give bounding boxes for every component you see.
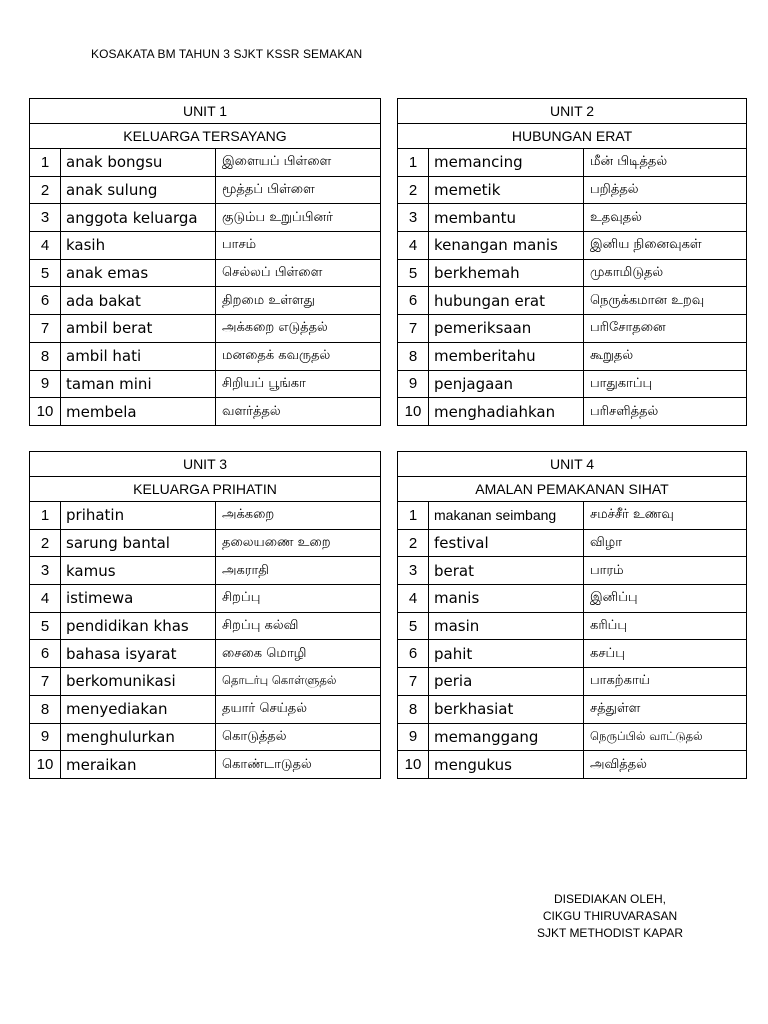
vocab-row bbox=[398, 751, 747, 779]
row-number: 10 bbox=[398, 398, 429, 426]
malay-word: ambil berat bbox=[61, 315, 216, 343]
tamil-word: கொண்டாடுதல் bbox=[216, 751, 381, 779]
row-number: 4 bbox=[30, 585, 61, 613]
tamil-word: மூத்தப் பிள்ளை bbox=[216, 176, 381, 204]
row-number: 6 bbox=[30, 287, 61, 315]
vocab-row bbox=[398, 287, 747, 315]
tamil-word: சிறப்பு bbox=[216, 585, 381, 613]
tamil-word: தலையணை உறை bbox=[216, 529, 381, 557]
document-title: KOSAKATA BM TAHUN 3 SJKT KSSR SEMAKAN bbox=[91, 47, 363, 61]
malay-word: membantu bbox=[429, 204, 584, 232]
tamil-word: அக்கறை bbox=[216, 502, 381, 530]
vocab-row bbox=[30, 398, 381, 426]
tamil-word: கரிப்பு bbox=[584, 612, 747, 640]
tamil-word: அவித்தல் bbox=[584, 751, 747, 779]
tamil-word: திறமை உள்ளது bbox=[216, 287, 381, 315]
malay-word: berkhemah bbox=[429, 259, 584, 287]
vocab-row bbox=[30, 640, 381, 668]
row-number: 2 bbox=[398, 176, 429, 204]
tamil-word: மனதைக் கவருதல் bbox=[216, 342, 381, 370]
tamil-word: தொடர்பு கொள்ளுதல் bbox=[216, 668, 381, 696]
tamil-word: கூறுதல் bbox=[584, 342, 747, 370]
tamil-word: இனிப்பு bbox=[584, 585, 747, 613]
row-number: 4 bbox=[398, 585, 429, 613]
row-number: 4 bbox=[30, 232, 61, 260]
malay-word: meraikan bbox=[61, 751, 216, 779]
vocab-row bbox=[398, 557, 747, 585]
row-number: 9 bbox=[398, 723, 429, 751]
tamil-word: அக்கறை எடுத்தல் bbox=[216, 315, 381, 343]
vocab-row bbox=[30, 529, 381, 557]
tamil-word: பரிசளித்தல் bbox=[584, 398, 747, 426]
vocab-row bbox=[398, 370, 747, 398]
malay-word: mengukus bbox=[429, 751, 584, 779]
malay-word: masin bbox=[429, 612, 584, 640]
malay-word: prihatin bbox=[61, 502, 216, 530]
unit-table bbox=[29, 451, 381, 779]
malay-word: memanggang bbox=[429, 723, 584, 751]
malay-word: sarung bantal bbox=[61, 529, 216, 557]
vocab-row bbox=[30, 149, 381, 177]
vocab-row bbox=[398, 232, 747, 260]
vocab-row bbox=[398, 529, 747, 557]
row-number: 5 bbox=[30, 612, 61, 640]
malay-word: memetik bbox=[429, 176, 584, 204]
row-number: 3 bbox=[30, 557, 61, 585]
row-number: 2 bbox=[30, 529, 61, 557]
row-number: 10 bbox=[398, 751, 429, 779]
malay-word: memancing bbox=[429, 149, 584, 177]
vocab-row bbox=[30, 668, 381, 696]
unit-label: UNIT 3 bbox=[30, 452, 381, 477]
row-number: 6 bbox=[30, 640, 61, 668]
tamil-word: நெருப்பில் வாட்டுதல் bbox=[584, 723, 747, 751]
row-number: 2 bbox=[398, 529, 429, 557]
unit-theme: KELUARGA PRIHATIN bbox=[30, 477, 381, 502]
row-number: 6 bbox=[398, 640, 429, 668]
row-number: 5 bbox=[30, 259, 61, 287]
malay-word: memberitahu bbox=[429, 342, 584, 370]
row-number: 8 bbox=[30, 695, 61, 723]
tamil-word: முகாமிடுதல் bbox=[584, 259, 747, 287]
tamil-word: செல்லப் பிள்ளை bbox=[216, 259, 381, 287]
tamil-word: இளையப் பிள்ளை bbox=[216, 149, 381, 177]
vocab-row bbox=[398, 149, 747, 177]
tamil-word: பாரம் bbox=[584, 557, 747, 585]
row-number: 9 bbox=[30, 370, 61, 398]
tamil-word: உதவுதல் bbox=[584, 204, 747, 232]
vocab-row bbox=[398, 695, 747, 723]
tamil-word: சைகை மொழி bbox=[216, 640, 381, 668]
malay-word: berkomunikasi bbox=[61, 668, 216, 696]
vocab-row bbox=[398, 612, 747, 640]
tamil-word: பரிசோதனை bbox=[584, 315, 747, 343]
tamil-word: பாசம் bbox=[216, 232, 381, 260]
tamil-word: கசப்பு bbox=[584, 640, 747, 668]
unit-label: UNIT 4 bbox=[398, 452, 747, 477]
row-number: 7 bbox=[30, 668, 61, 696]
malay-word: penjagaan bbox=[429, 370, 584, 398]
vocab-row bbox=[30, 315, 381, 343]
vocab-row bbox=[30, 232, 381, 260]
malay-word: menghulurkan bbox=[61, 723, 216, 751]
vocab-row bbox=[30, 176, 381, 204]
vocab-row bbox=[30, 557, 381, 585]
row-number: 10 bbox=[30, 398, 61, 426]
teacher-name: CIKGU THIRUVARASAN bbox=[542, 909, 678, 923]
row-number: 6 bbox=[398, 287, 429, 315]
vocab-row bbox=[398, 342, 747, 370]
row-number: 9 bbox=[30, 723, 61, 751]
row-number: 2 bbox=[30, 176, 61, 204]
vocab-row bbox=[398, 723, 747, 751]
school-name: SJKT METHODIST KAPAR bbox=[536, 926, 684, 940]
malay-word: makanan seimbang bbox=[429, 502, 584, 530]
vocab-row bbox=[30, 370, 381, 398]
malay-word: berkhasiat bbox=[429, 695, 584, 723]
malay-word: anak emas bbox=[61, 259, 216, 287]
malay-word: anak bongsu bbox=[61, 149, 216, 177]
row-number: 8 bbox=[398, 695, 429, 723]
malay-word: festival bbox=[429, 529, 584, 557]
tamil-word: பாகற்காய் bbox=[584, 668, 747, 696]
malay-word: taman mini bbox=[61, 370, 216, 398]
tamil-word: குடும்ப உறுப்பினர் bbox=[216, 204, 381, 232]
vocab-row bbox=[398, 315, 747, 343]
malay-word: anggota keluarga bbox=[61, 204, 216, 232]
row-number: 7 bbox=[398, 668, 429, 696]
vocab-row bbox=[398, 204, 747, 232]
malay-word: peria bbox=[429, 668, 584, 696]
prepared-by-label: DISEDIAKAN OLEH, bbox=[553, 892, 667, 906]
row-number: 7 bbox=[398, 315, 429, 343]
vocab-row bbox=[30, 342, 381, 370]
row-number: 1 bbox=[30, 502, 61, 530]
vocab-row bbox=[30, 287, 381, 315]
row-number: 8 bbox=[30, 342, 61, 370]
malay-word: kasih bbox=[61, 232, 216, 260]
malay-word: manis bbox=[429, 585, 584, 613]
vocab-row bbox=[398, 259, 747, 287]
tamil-word: நெருக்கமான உறவு bbox=[584, 287, 747, 315]
row-number: 5 bbox=[398, 612, 429, 640]
malay-word: ada bakat bbox=[61, 287, 216, 315]
row-number: 3 bbox=[398, 557, 429, 585]
vocab-row bbox=[30, 259, 381, 287]
tamil-word: வளர்த்தல் bbox=[216, 398, 381, 426]
tamil-word: சிறியப் பூங்கா bbox=[216, 370, 381, 398]
unit-theme: AMALAN PEMAKANAN SIHAT bbox=[398, 477, 747, 502]
vocab-row bbox=[30, 204, 381, 232]
row-number: 3 bbox=[398, 204, 429, 232]
malay-word: pemeriksaan bbox=[429, 315, 584, 343]
vocab-row bbox=[30, 751, 381, 779]
unit-label: UNIT 1 bbox=[30, 99, 381, 124]
unit-table bbox=[29, 98, 381, 426]
tamil-word: மீன் பிடித்தல் bbox=[584, 149, 747, 177]
vocab-row bbox=[398, 585, 747, 613]
malay-word: bahasa isyarat bbox=[61, 640, 216, 668]
malay-word: menghadiahkan bbox=[429, 398, 584, 426]
tamil-word: சமச்சீர் உணவு bbox=[584, 502, 747, 530]
vocab-row bbox=[398, 176, 747, 204]
tamil-word: தயார் செய்தல் bbox=[216, 695, 381, 723]
malay-word: pahit bbox=[429, 640, 584, 668]
row-number: 7 bbox=[30, 315, 61, 343]
malay-word: berat bbox=[429, 557, 584, 585]
vocab-row bbox=[30, 585, 381, 613]
malay-word: kamus bbox=[61, 557, 216, 585]
row-number: 9 bbox=[398, 370, 429, 398]
tamil-word: சிறப்பு கல்வி bbox=[216, 612, 381, 640]
tamil-word: இனிய நினைவுகள் bbox=[584, 232, 747, 260]
prepared-by-block bbox=[500, 891, 720, 942]
row-number: 1 bbox=[398, 149, 429, 177]
tamil-word: விழா bbox=[584, 529, 747, 557]
row-number: 1 bbox=[398, 502, 429, 530]
vocab-row bbox=[398, 398, 747, 426]
tamil-word: அகராதி bbox=[216, 557, 381, 585]
row-number: 4 bbox=[398, 232, 429, 260]
vocab-row bbox=[30, 695, 381, 723]
vocab-row bbox=[30, 723, 381, 751]
tamil-word: பறித்தல் bbox=[584, 176, 747, 204]
malay-word: anak sulung bbox=[61, 176, 216, 204]
vocab-row bbox=[398, 640, 747, 668]
unit-label: UNIT 2 bbox=[398, 99, 747, 124]
unit-table bbox=[397, 451, 747, 779]
tamil-word: கொடுத்தல் bbox=[216, 723, 381, 751]
vocab-row bbox=[398, 668, 747, 696]
malay-word: menyediakan bbox=[61, 695, 216, 723]
malay-word: membela bbox=[61, 398, 216, 426]
malay-word: hubungan erat bbox=[429, 287, 584, 315]
tamil-word: பாதுகாப்பு bbox=[584, 370, 747, 398]
vocab-row bbox=[398, 502, 747, 530]
unit-theme: KELUARGA TERSAYANG bbox=[30, 124, 381, 149]
row-number: 1 bbox=[30, 149, 61, 177]
vocab-row bbox=[30, 502, 381, 530]
row-number: 3 bbox=[30, 204, 61, 232]
malay-word: istimewa bbox=[61, 585, 216, 613]
row-number: 8 bbox=[398, 342, 429, 370]
unit-theme: HUBUNGAN ERAT bbox=[398, 124, 747, 149]
row-number: 5 bbox=[398, 259, 429, 287]
unit-table bbox=[397, 98, 747, 426]
tamil-word: சத்துள்ள bbox=[584, 695, 747, 723]
malay-word: kenangan manis bbox=[429, 232, 584, 260]
malay-word: pendidikan khas bbox=[61, 612, 216, 640]
row-number: 10 bbox=[30, 751, 61, 779]
malay-word: ambil hati bbox=[61, 342, 216, 370]
vocab-row bbox=[30, 612, 381, 640]
